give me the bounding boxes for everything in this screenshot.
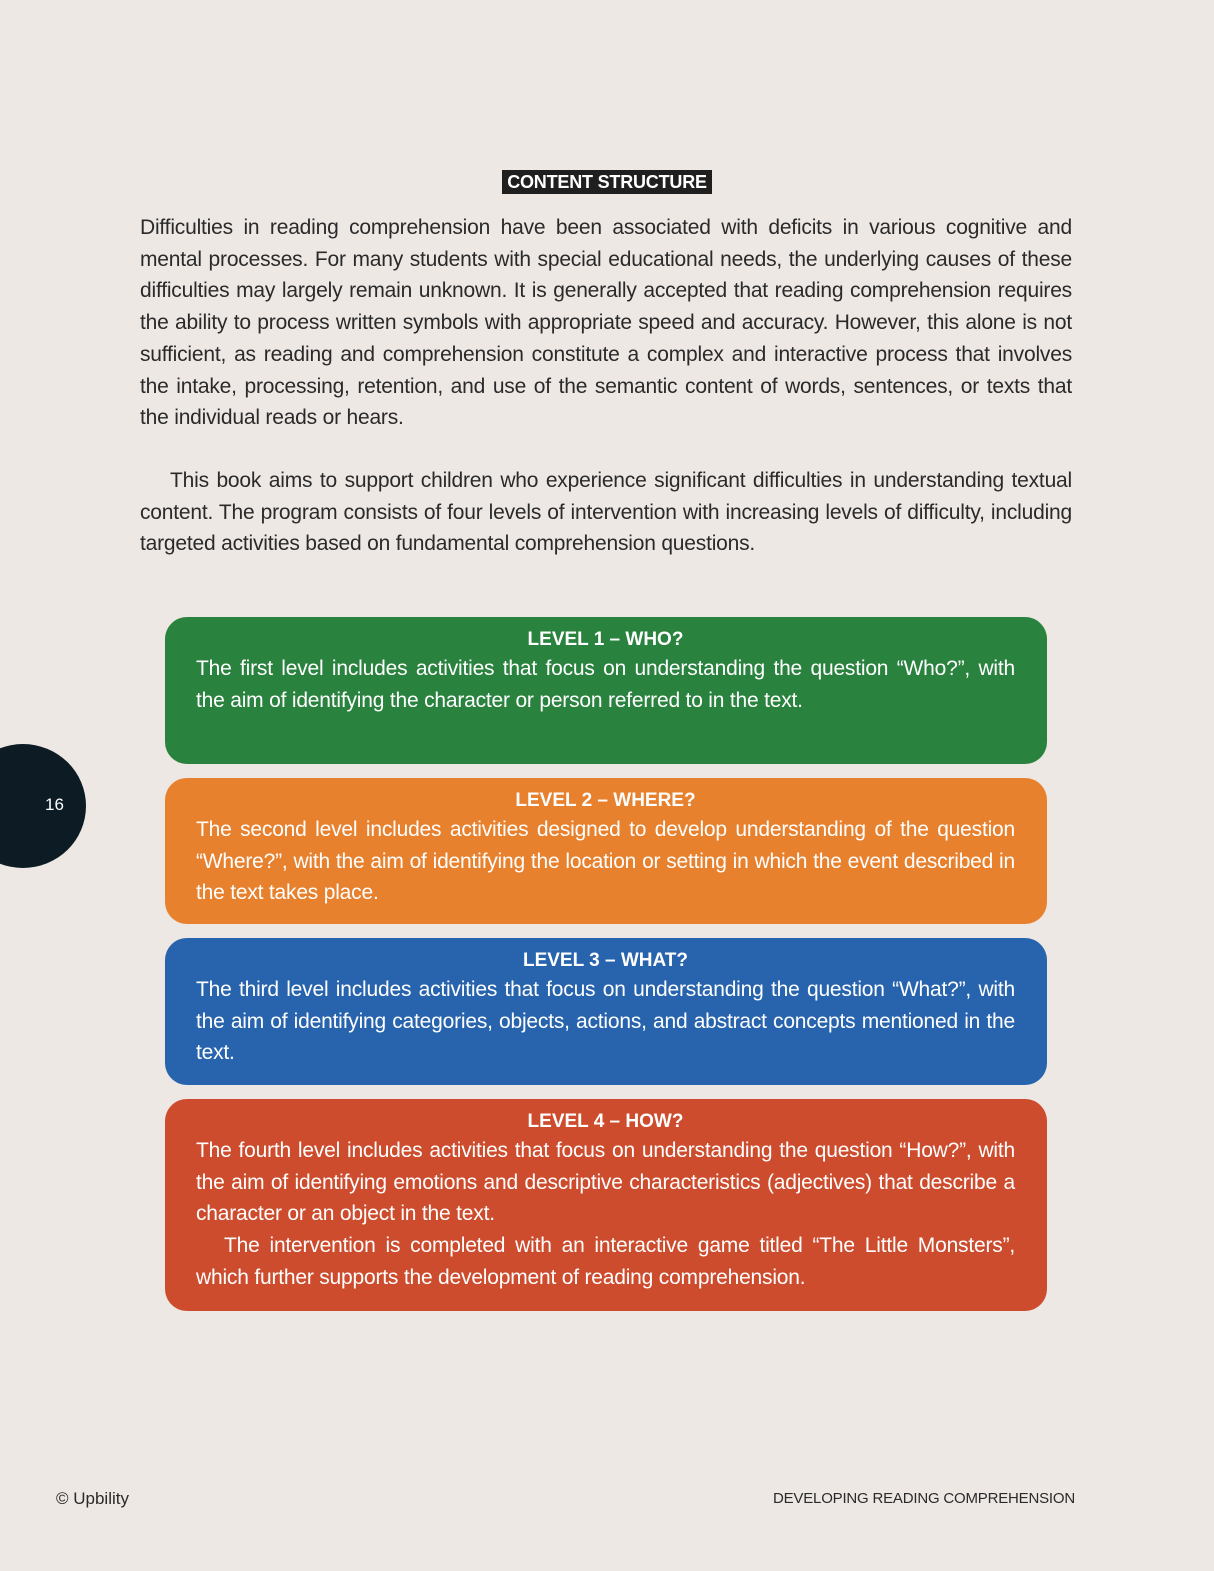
level-4-title: LEVEL 4 – HOW?: [527, 1111, 684, 1132]
section-title-wrap: [0, 170, 1214, 194]
level-1-title: LEVEL 1 – WHO?: [527, 629, 684, 650]
level-4-box: [165, 1099, 1047, 1311]
level-3-title: LEVEL 3 – WHAT?: [522, 950, 689, 971]
level-1-text: The first level includes activities that focus on understanding the question “Who?”, with the aim of identifying the character or person referred to in the text.: [196, 657, 1015, 712]
level-3-text: The third level includes activities that focus on understanding the question “What?”, with the aim of identifying categories, objects, actions, and abstract concepts mentioned in the text.: [196, 978, 1015, 1065]
intro-text: [140, 212, 1072, 560]
level-4-extra-text: The intervention is completed with an interactive game titled “The Little Monsters”, which further supports the development of reading comprehension.: [196, 1234, 1015, 1289]
level-2-title: LEVEL 2 – WHERE?: [515, 790, 696, 811]
page-number: 16: [45, 795, 64, 814]
intro-paragraph-1: Difficulties in reading comprehension have been associated with deficits in various cognitive and mental processes. For many students with special educational needs, the underlying causes of these difficulties may largely remain unknown. It is generally accepted that reading comprehension requires the ability to process written symbols with appropriate speed and accuracy. However, this alone is not sufficient, as reading and comprehension constitute a complex and interactive process that involves the intake, processing, retention, and use of the semantic content of words, sentences, or texts that the individual reads or hears.: [140, 216, 1072, 430]
level-2-box: [165, 778, 1047, 924]
level-2-text: The second level includes activities designed to develop understanding of the question “Where?”, with the aim of identifying the location or setting in which the event described in the text takes place.: [196, 818, 1015, 905]
level-4-text: The fourth level includes activities that focus on understanding the question “How?”, with the aim of identifying emotions and descriptive characteristics (adjectives) that describe a character or an object in the text.: [196, 1139, 1015, 1226]
intro-paragraph-2: This book aims to support children who experience significant difficulties in understanding textual content. The program consists of four levels of intervention with increasing levels of difficulty, including targeted activities based on fundamental comprehension questions.: [140, 468, 1072, 556]
page-number-tab: [0, 744, 86, 868]
section-title: CONTENT STRUCTURE: [502, 170, 712, 194]
footer-book-title: DEVELOPING READING COMPREHENSION: [773, 1490, 1075, 1507]
level-1-box: [165, 617, 1047, 764]
footer-copyright: © Upbility: [56, 1489, 129, 1508]
level-3-box: [165, 938, 1047, 1085]
